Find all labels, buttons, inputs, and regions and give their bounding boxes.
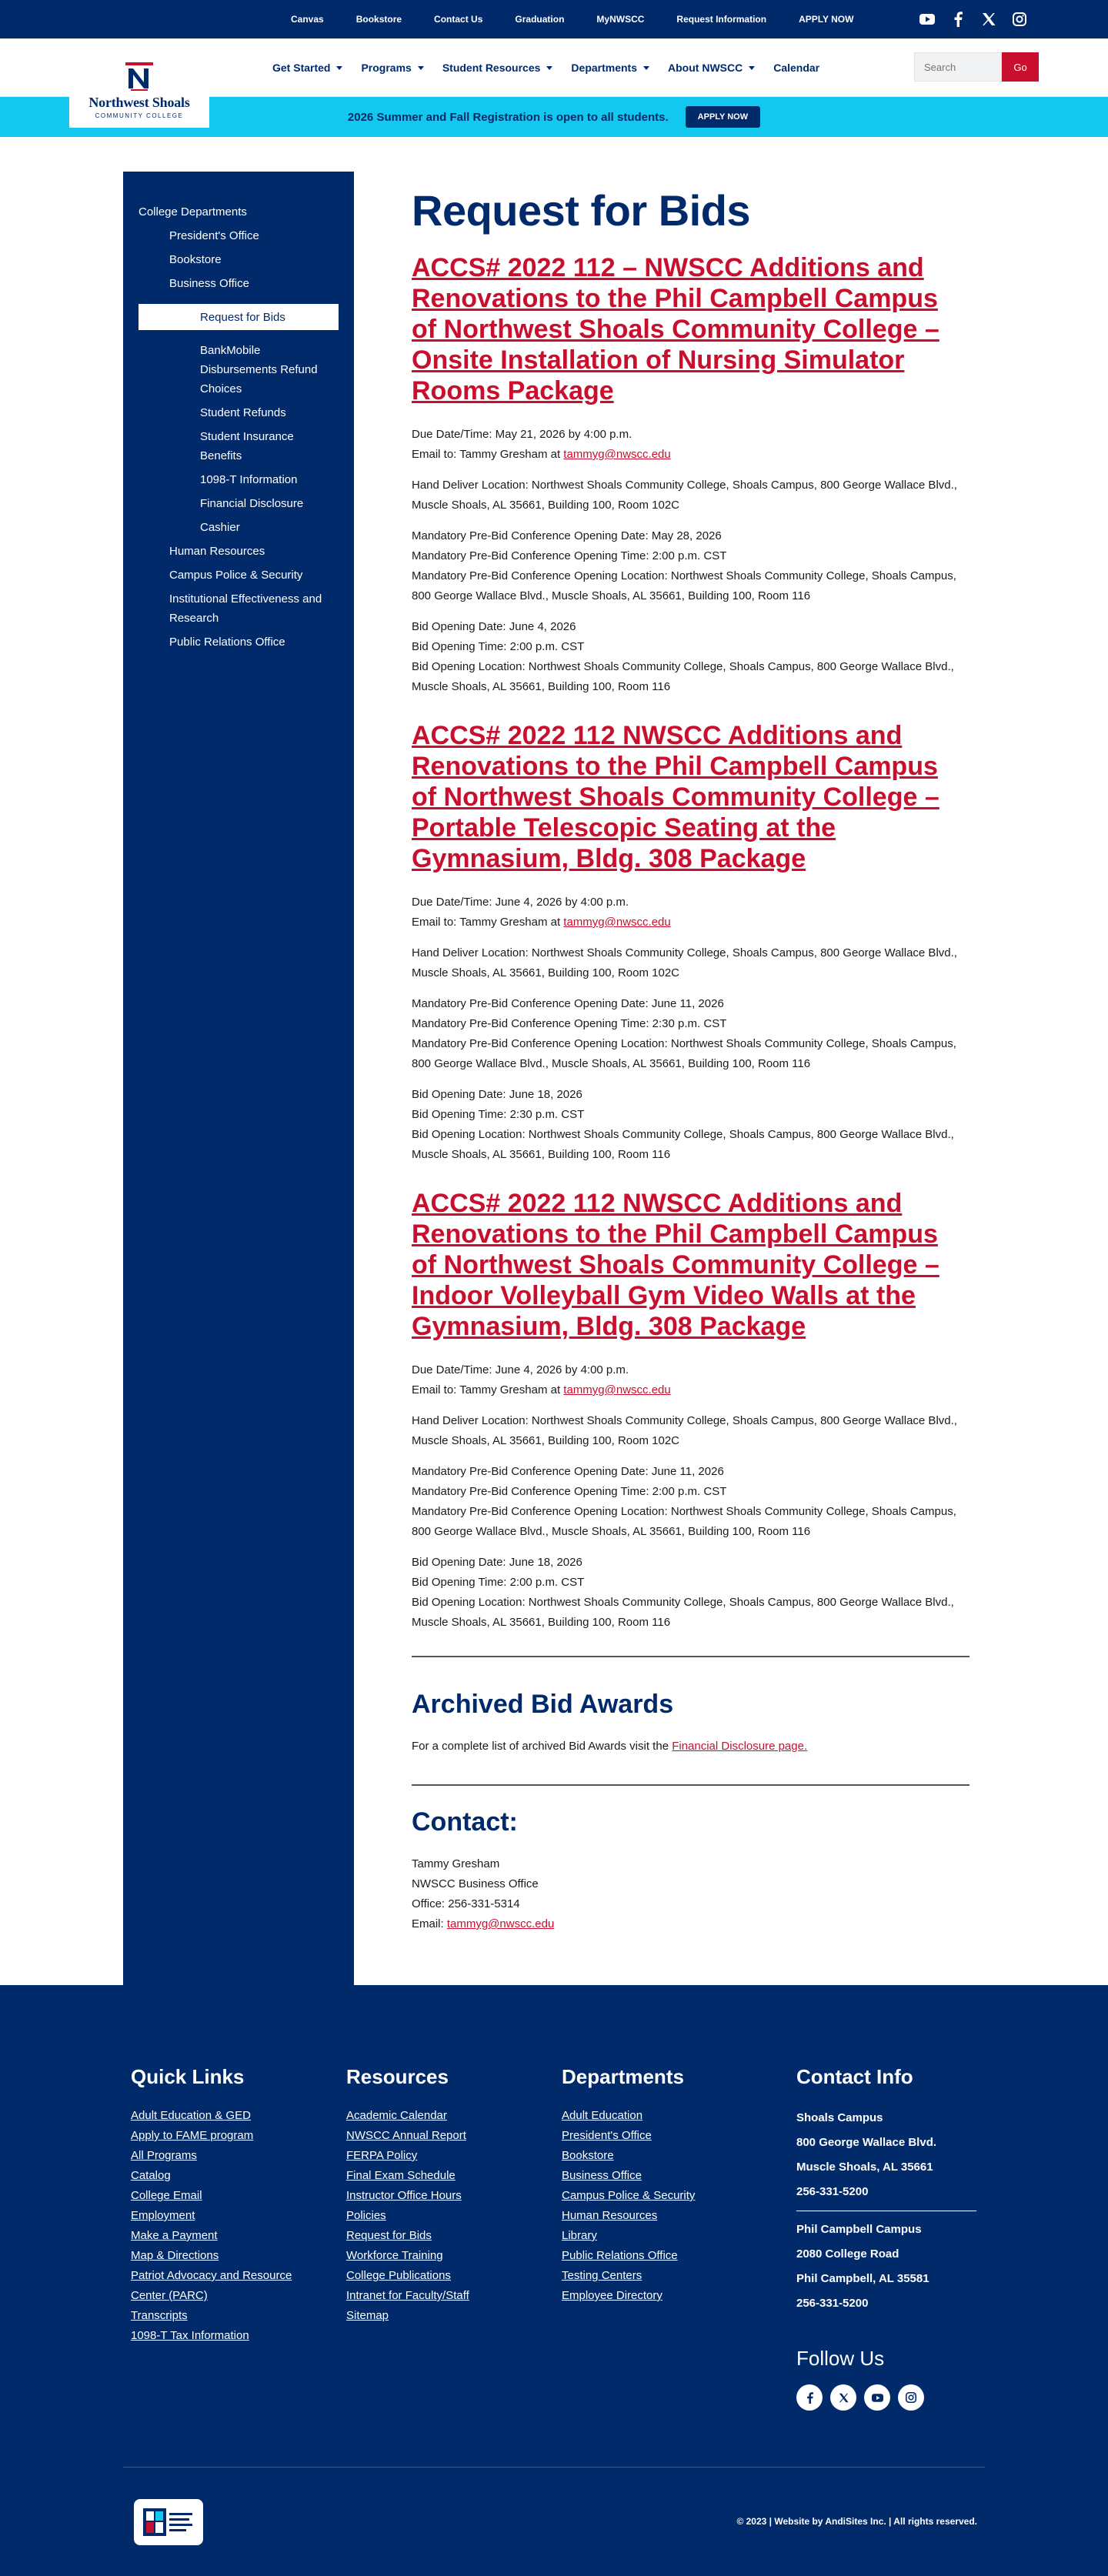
bid-prebid-block: [412, 994, 970, 1074]
search-input[interactable]: [914, 52, 1002, 82]
footer-link[interactable]: Catalog: [131, 2169, 171, 2182]
footer-link[interactable]: Academic Calendar: [346, 2109, 447, 2122]
bid-email-link[interactable]: tammyg@nwscc.edu: [563, 1383, 671, 1396]
nav-programs[interactable]: [361, 62, 423, 74]
follow-icons: [796, 2384, 924, 2411]
footer-resources: [346, 2065, 469, 2326]
footer-link[interactable]: College Email: [131, 2189, 202, 2202]
footer-resources-title: Resources: [346, 2065, 449, 2088]
accs-logo[interactable]: [134, 2499, 203, 2545]
bid-entry: [412, 1188, 970, 1633]
bid-due-block: [412, 425, 970, 465]
bid-prebid-date: Mandatory Pre-Bid Conference Opening Date: June 11, 2026: [412, 1465, 724, 1478]
nav-label: About NWSCC: [668, 62, 743, 74]
sidebar-item-cashier[interactable]: Cashier: [200, 521, 240, 534]
contact-office-name: NWSCC Business Office: [412, 1877, 539, 1890]
facebook-icon[interactable]: [796, 2384, 823, 2411]
bid-title-link[interactable]: ACCS# 2022 112 NWSCC Additions and Renovations to the Phil Campbell Campus of Northwest Shoals Community College – Indoor Volleyball Gym Video Walls at the Gymnasium, Bldg. 308 Package: [412, 1189, 939, 1341]
logo-subtitle: COMMUNITY COLLEGE: [95, 112, 184, 119]
bid-open-location: Bid Opening Location: Northwest Shoals Community College, Shoals Campus, 800 George Wallace Blvd., Muscle Shoals, AL 35661, Building 100, Room 116: [412, 1596, 954, 1629]
campus-name: Phil Campbell Campus: [796, 2223, 922, 2236]
bid-title-link[interactable]: ACCS# 2022 112 NWSCC Additions and Renovations to the Phil Campbell Campus of Northwest Shoals Community College – Portable Telescopic Seating at the Gymnasium, Bldg. 308 Package: [412, 721, 939, 873]
footer-link[interactable]: Policies: [346, 2209, 386, 2222]
logo-name: Northwest Shoals: [88, 95, 190, 110]
bid-open-date: Bid Opening Date: June 18, 2026: [412, 1556, 582, 1569]
archived-title: Archived Bid Awards: [412, 1690, 674, 1719]
bid-hand-deliver: Hand Deliver Location: Northwest Shoals Community College, Shoals Campus, 800 George Wallace Blvd., Muscle Shoals, AL 35661, Building 100, Room 102C: [412, 479, 957, 512]
campus-address: 800 George Wallace Blvd.: [796, 2136, 937, 2149]
footer-departments-title: Departments: [562, 2065, 684, 2088]
archived-text-block: [412, 1737, 970, 1757]
bid-prebid-location: Mandatory Pre-Bid Conference Opening Location: Northwest Shoals Community College, Shoals Campus, 800 George Wallace Blvd., Muscle Shoals, AL 35661, Building 100, Room 116: [412, 1037, 956, 1070]
sidebar-item-1098t[interactable]: 1098-T Information: [200, 473, 298, 486]
bid-hand-deliver: Hand Deliver Location: Northwest Shoals Community College, Shoals Campus, 800 George Wallace Blvd., Muscle Shoals, AL 35661, Building 100, Room 102C: [412, 946, 957, 979]
nav-label: Get Started: [272, 62, 331, 74]
bid-due-block: [412, 893, 970, 933]
bid-open-date: Bid Opening Date: June 4, 2026: [412, 620, 576, 633]
bid-open-time: Bid Opening Time: 2:00 p.m. CST: [412, 640, 585, 653]
footer-quick-links-title: Quick Links: [131, 2065, 245, 2088]
campus-city: Muscle Shoals, AL 35661: [796, 2161, 933, 2174]
x-icon[interactable]: [980, 11, 997, 28]
footer-link[interactable]: 1098-T Tax Information: [131, 2329, 249, 2342]
contact-block: [412, 1854, 970, 1934]
footer-link[interactable]: Public Relations Office: [562, 2249, 678, 2262]
youtube-icon[interactable]: [864, 2384, 890, 2411]
utility-link-mynwscc[interactable]: MyNWSCC: [596, 14, 645, 25]
nav-get-started[interactable]: [272, 62, 342, 74]
campus-city: Phil Campbell, AL 35581: [796, 2272, 929, 2285]
campus-name: Shoals Campus: [796, 2111, 883, 2124]
nav-label: Departments: [571, 62, 638, 74]
footer-follow-us: [796, 2347, 924, 2411]
bid-due: Due Date/Time: June 4, 2026 by 4:00 p.m.: [412, 1363, 629, 1376]
bid-prebid-location: Mandatory Pre-Bid Conference Opening Location: Northwest Shoals Community College, Shoals Campus, 800 George Wallace Blvd., Muscle Shoals, AL 35661, Building 100, Room 116: [412, 569, 956, 602]
page-body: [0, 137, 1108, 1985]
site-logo[interactable]: [69, 54, 209, 128]
facebook-icon[interactable]: [949, 11, 966, 28]
page-title: Request for Bids: [412, 186, 751, 235]
campus-phone[interactable]: 256-331-5200: [796, 2297, 869, 2310]
utility-link-bookstore[interactable]: Bookstore: [355, 14, 402, 25]
footer-link[interactable]: NWSCC Annual Report: [346, 2129, 466, 2142]
accs-logo-icon: [142, 2505, 195, 2539]
archived-text: For a complete list of archived Bid Awards visit the: [412, 1740, 672, 1753]
utility-link-request-information[interactable]: Request Information: [676, 14, 767, 25]
footer-link[interactable]: Employment: [131, 2209, 195, 2222]
footer-link[interactable]: Employee Directory: [562, 2289, 662, 2302]
sidebar-item-financial-disclosure[interactable]: Financial Disclosure: [200, 497, 304, 510]
footer-link[interactable]: Intranet for Faculty/Staff: [346, 2289, 469, 2302]
campus-phone[interactable]: 256-331-5200: [796, 2185, 869, 2198]
main-content: [412, 172, 970, 1945]
utility-links: [291, 0, 886, 38]
contact-email-prefix: Email:: [412, 1917, 447, 1930]
bid-prebid-time: Mandatory Pre-Bid Conference Opening Time: 2:30 p.m. CST: [412, 1017, 727, 1030]
bid-opening-block: [412, 617, 970, 697]
section-divider: [412, 1656, 970, 1657]
footer-link[interactable]: FERPA Policy: [346, 2149, 418, 2162]
utility-bar: [0, 0, 1108, 38]
footer-link[interactable]: All Programs: [131, 2149, 197, 2162]
utility-link-graduation[interactable]: Graduation: [515, 14, 565, 25]
footer-link[interactable]: Map & Directions: [131, 2249, 219, 2262]
utility-link-canvas[interactable]: Canvas: [291, 14, 324, 25]
search-form: [914, 52, 1039, 82]
chevron-down-icon: [546, 66, 552, 70]
bid-hand-deliver: Hand Deliver Location: Northwest Shoals Community College, Shoals Campus, 800 George Wallace Blvd., Muscle Shoals, AL 35661, Building 100, Room 102C: [412, 1414, 957, 1447]
bid-due-block: [412, 1360, 970, 1400]
footer-link[interactable]: Instructor Office Hours: [346, 2189, 462, 2202]
bid-prebid-date: Mandatory Pre-Bid Conference Opening Date: May 28, 2026: [412, 529, 722, 542]
contact-phone: Office: 256-331-5314: [412, 1897, 520, 1910]
footer-link[interactable]: Transcripts: [131, 2309, 188, 2322]
bid-due: Due Date/Time: June 4, 2026 by 4:00 p.m.: [412, 896, 629, 909]
sidebar-item-business-office[interactable]: Business Office: [169, 277, 249, 290]
chevron-down-icon: [418, 66, 424, 70]
utility-link-contact-us[interactable]: Contact Us: [434, 14, 483, 25]
contact-name: Tammy Gresham: [412, 1857, 500, 1870]
sidebar-item-college-departments[interactable]: College Departments: [138, 205, 247, 219]
site-footer: [0, 1985, 1108, 2576]
bid-open-location: Bid Opening Location: Northwest Shoals Community College, Shoals Campus, 800 George Wallace Blvd., Muscle Shoals, AL 35661, Building 100, Room 116: [412, 660, 954, 693]
bid-prebid-block: [412, 1462, 970, 1542]
sidebar-item-institutional-effectiveness[interactable]: Institutional Effectiveness and Research: [169, 592, 322, 625]
nwscc-logo-mark-icon: [125, 62, 153, 92]
copyright-text: © 2023 | Website by AndiSites Inc. | All rights reserved.: [736, 2516, 977, 2527]
sidebar-item-request-for-bids[interactable]: Request for Bids: [138, 304, 339, 330]
bid-prebid-date: Mandatory Pre-Bid Conference Opening Date: June 11, 2026: [412, 997, 724, 1010]
bid-email-prefix: Email to: Tammy Gresham at: [412, 1383, 564, 1396]
bid-open-location: Bid Opening Location: Northwest Shoals Community College, Shoals Campus, 800 George Wallace Blvd., Muscle Shoals, AL 35661, Building 100, Room 116: [412, 1128, 954, 1161]
bid-entry: [412, 252, 970, 697]
footer-link[interactable]: Bookstore: [562, 2149, 614, 2162]
sidebar-item-human-resources[interactable]: Human Resources: [169, 545, 265, 558]
main-nav: [272, 38, 838, 97]
bid-opening-block: [412, 1553, 970, 1633]
footer-link[interactable]: Business Office: [562, 2169, 642, 2182]
bid-email-prefix: Email to: Tammy Gresham at: [412, 916, 564, 929]
x-icon[interactable]: [830, 2384, 856, 2411]
youtube-icon[interactable]: [919, 11, 936, 28]
footer-link[interactable]: Adult Education: [562, 2109, 643, 2122]
campus-address: 2080 College Road: [796, 2247, 899, 2261]
sidebar-item-student-refunds[interactable]: Student Refunds: [200, 406, 286, 419]
sidebar-item-campus-police[interactable]: Campus Police & Security: [169, 569, 303, 582]
bid-prebid-location: Mandatory Pre-Bid Conference Opening Location: Northwest Shoals Community College, Shoals Campus, 800 George Wallace Blvd., Muscle Shoals, AL 35661, Building 100, Room 116: [412, 1505, 956, 1538]
footer-link[interactable]: President's Office: [562, 2129, 652, 2142]
bid-email-link[interactable]: tammyg@nwscc.edu: [563, 916, 671, 929]
bid-open-date: Bid Opening Date: June 18, 2026: [412, 1088, 582, 1101]
nav-calendar[interactable]: [773, 62, 819, 74]
footer-quick-links: [131, 2065, 315, 2346]
footer-link[interactable]: Apply to FAME program: [131, 2129, 254, 2142]
utility-link-apply-now[interactable]: APPLY NOW: [799, 14, 854, 25]
footer-link[interactable]: Library: [562, 2229, 597, 2242]
footer-link[interactable]: Sitemap: [346, 2309, 389, 2322]
footer-link[interactable]: Testing Centers: [562, 2269, 642, 2282]
bid-email-link[interactable]: tammyg@nwscc.edu: [563, 448, 671, 461]
contact-email-link[interactable]: tammyg@nwscc.edu: [446, 1917, 555, 1930]
chevron-down-icon: [336, 66, 342, 70]
bid-prebid-time: Mandatory Pre-Bid Conference Opening Time: 2:00 p.m. CST: [412, 1485, 727, 1498]
footer-link[interactable]: Patriot Advocacy and Resource Center (PARC): [131, 2269, 292, 2302]
footer-link[interactable]: Request for Bids: [346, 2229, 432, 2242]
financial-disclosure-link[interactable]: Financial Disclosure page.: [672, 1740, 808, 1753]
footer-link[interactable]: Workforce Training: [346, 2249, 443, 2262]
bid-open-time: Bid Opening Time: 2:00 p.m. CST: [412, 1576, 585, 1589]
bid-title-link[interactable]: ACCS# 2022 112 – NWSCC Additions and Renovations to the Phil Campbell Campus of Northwest Shoals Community College – Onsite Installation of Nursing Simulator Rooms Package: [412, 253, 939, 405]
bid-email-prefix: Email to: Tammy Gresham at: [412, 448, 564, 461]
follow-us-title: Follow Us: [796, 2347, 885, 2370]
sidebar-item-bookstore[interactable]: Bookstore: [169, 253, 222, 266]
sidebar-nav: [123, 172, 354, 1985]
nav-label: Student Resources: [442, 62, 541, 74]
footer-departments: [562, 2065, 695, 2306]
instagram-icon[interactable]: [898, 2384, 924, 2411]
contact-title: Contact:: [412, 1807, 518, 1837]
footer-link[interactable]: Make a Payment: [131, 2229, 218, 2242]
footer-link[interactable]: Campus Police & Security: [562, 2189, 696, 2202]
footer-link[interactable]: Final Exam Schedule: [346, 2169, 456, 2182]
sidebar-item-bankmobile[interactable]: BankMobile Disbursements Refund Choices: [200, 344, 318, 395]
bid-prebid-block: [412, 526, 970, 606]
footer-link[interactable]: Adult Education & GED: [131, 2109, 251, 2122]
bid-due: Due Date/Time: May 21, 2026 by 4:00 p.m.: [412, 428, 632, 441]
sidebar-item-public-relations[interactable]: Public Relations Office: [169, 636, 285, 649]
bid-opening-block: [412, 1085, 970, 1165]
announcement-message: 2026 Summer and Fall Registration is open to all students.: [347, 110, 669, 124]
chevron-down-icon: [749, 66, 755, 70]
bid-prebid-time: Mandatory Pre-Bid Conference Opening Time: 2:00 p.m. CST: [412, 549, 727, 562]
nav-student-resources[interactable]: [442, 62, 553, 74]
footer-contact-title: Contact Info: [796, 2065, 913, 2088]
footer-divider: [123, 2467, 985, 2468]
nav-label: Calendar: [773, 62, 820, 74]
sidebar-item-student-insurance[interactable]: Student Insurance Benefits: [200, 430, 294, 462]
nav-label: Programs: [361, 62, 412, 74]
search-go-button[interactable]: Go: [1002, 52, 1039, 82]
chevron-down-icon: [643, 66, 649, 70]
bid-open-time: Bid Opening Time: 2:30 p.m. CST: [412, 1108, 585, 1121]
instagram-icon[interactable]: [1011, 11, 1028, 28]
nav-about-nwscc[interactable]: [668, 62, 755, 74]
nav-departments[interactable]: [571, 62, 649, 74]
sidebar-item-presidents-office[interactable]: President's Office: [169, 229, 259, 242]
footer-link[interactable]: Human Resources: [562, 2209, 658, 2222]
announcement-apply-button[interactable]: APPLY NOW: [686, 106, 760, 128]
section-divider: [412, 1784, 970, 1786]
social-links: [919, 0, 1028, 38]
footer-contact-info: [796, 2065, 976, 2316]
bid-entry: [412, 720, 970, 1165]
footer-link[interactable]: College Publications: [346, 2269, 451, 2282]
